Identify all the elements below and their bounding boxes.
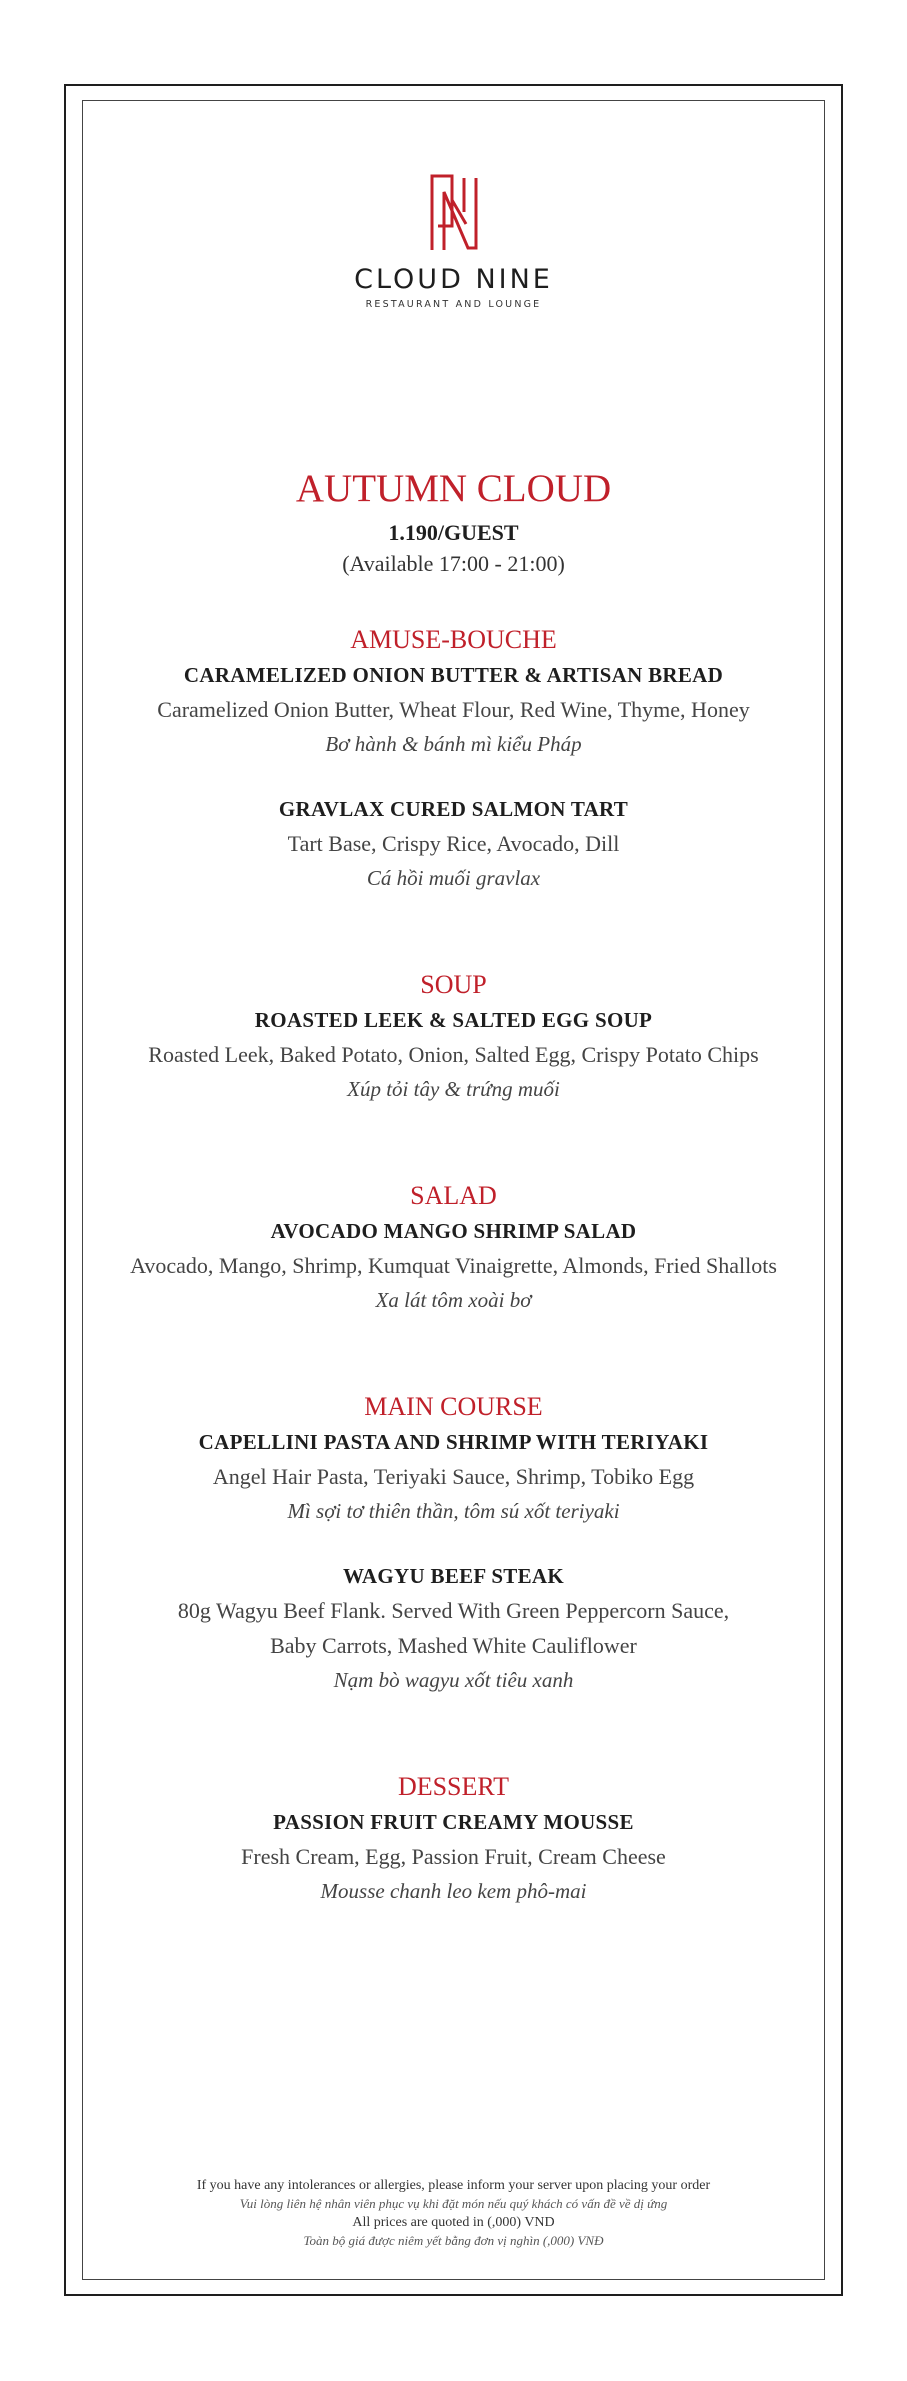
- dish-item: [82, 1425, 825, 1528]
- menu-availability: (Available 17:00 - 21:00): [342, 551, 565, 576]
- section-title: MAIN COURSE: [364, 1392, 543, 1421]
- dish-item: [82, 1003, 825, 1106]
- menu-footer: [82, 2176, 825, 2250]
- menu-content: [82, 460, 825, 1908]
- dish-description: Caramelized Onion Butter, Wheat Flour, Red Wine, Thyme, Honey: [157, 697, 750, 722]
- dish-item: [82, 658, 825, 761]
- section-title: DESSERT: [397, 1772, 510, 1801]
- section-soup: [82, 967, 825, 1106]
- dish-description: 80g Wagyu Beef Flank. Served With Green Peppercorn Sauce,: [177, 1598, 730, 1623]
- brand-name: CLOUD NINE: [354, 264, 553, 295]
- dish-vietnamese-name: Nạm bò wagyu xốt tiêu xanh: [333, 1668, 574, 1692]
- dish-description: Roasted Leek, Baked Potato, Onion, Salted Egg, Crispy Potato Chips: [148, 1042, 759, 1067]
- section-dessert: [82, 1769, 825, 1908]
- allergy-notice-en: If you have any intolerances or allergies, please inform your server upon placing your order: [196, 2178, 711, 2193]
- section-salad: [82, 1178, 825, 1317]
- dish-name: CAPELLINI PASTA AND SHRIMP WITH TERIYAKI: [198, 1430, 709, 1454]
- dish-name: AVOCADO MANGO SHRIMP SALAD: [270, 1219, 637, 1243]
- dish-description: Baby Carrots, Mashed White Cauliflower: [270, 1633, 637, 1658]
- dish-vietnamese-name: Mousse chanh leo kem phô-mai: [320, 1879, 587, 1903]
- dish-item: [82, 792, 825, 895]
- dish-name: CARAMELIZED ONION BUTTER & ARTISAN BREAD: [183, 663, 724, 687]
- section-main-course: [82, 1389, 825, 1697]
- dish-vietnamese-name: Bơ hành & bánh mì kiểu Pháp: [325, 732, 582, 756]
- section-title: AMUSE-BOUCHE: [350, 625, 557, 654]
- restaurant-logo: [0, 170, 907, 310]
- price-notice-vn: Toàn bộ giá được niêm yết bằng đơn vị nghìn (,000) VNĐ: [303, 2233, 604, 2248]
- dish-item: [82, 1805, 825, 1908]
- dish-name: GRAVLAX CURED SALMON TART: [278, 797, 629, 821]
- dish-item: [82, 1214, 825, 1317]
- dish-vietnamese-name: Xúp tỏi tây & trứng muối: [347, 1077, 560, 1101]
- dish-item: [82, 1559, 825, 1697]
- menu-price: 1.190/GUEST: [388, 520, 519, 545]
- allergy-notice-vn: Vui lòng liên hệ nhân viên phục vụ khi đặt món nếu quý khách có vấn đề về dị ứng: [239, 2196, 668, 2211]
- price-notice-en: All prices are quoted in (,000) VND: [352, 2215, 555, 2230]
- section-title: SOUP: [420, 970, 487, 999]
- dish-name: ROASTED LEEK & SALTED EGG SOUP: [254, 1008, 653, 1032]
- dish-name: WAGYU BEEF STEAK: [342, 1564, 565, 1588]
- dish-vietnamese-name: Xa lát tôm xoài bơ: [375, 1288, 532, 1312]
- dish-name: PASSION FRUIT CREAMY MOUSSE: [273, 1810, 634, 1834]
- dish-description: Fresh Cream, Egg, Passion Fruit, Cream Cheese: [241, 1844, 666, 1869]
- dish-vietnamese-name: Mì sợi tơ thiên thần, tôm sú xốt teriyaki: [287, 1499, 620, 1523]
- menu-title: AUTUMN CLOUD: [295, 467, 612, 510]
- dish-description: Tart Base, Crispy Rice, Avocado, Dill: [287, 831, 620, 856]
- cloud-nine-monogram-icon: [424, 170, 484, 252]
- dish-description: Avocado, Mango, Shrimp, Kumquat Vinaigrette, Almonds, Fried Shallots: [130, 1253, 777, 1278]
- section-title: SALAD: [410, 1181, 497, 1210]
- dish-description: Angel Hair Pasta, Teriyaki Sauce, Shrimp, Tobiko Egg: [212, 1464, 695, 1489]
- brand-tagline: RESTAURANT AND LOUNGE: [365, 299, 542, 310]
- dish-vietnamese-name: Cá hồi muối gravlax: [366, 866, 541, 890]
- section-amuse-bouche: [82, 622, 825, 895]
